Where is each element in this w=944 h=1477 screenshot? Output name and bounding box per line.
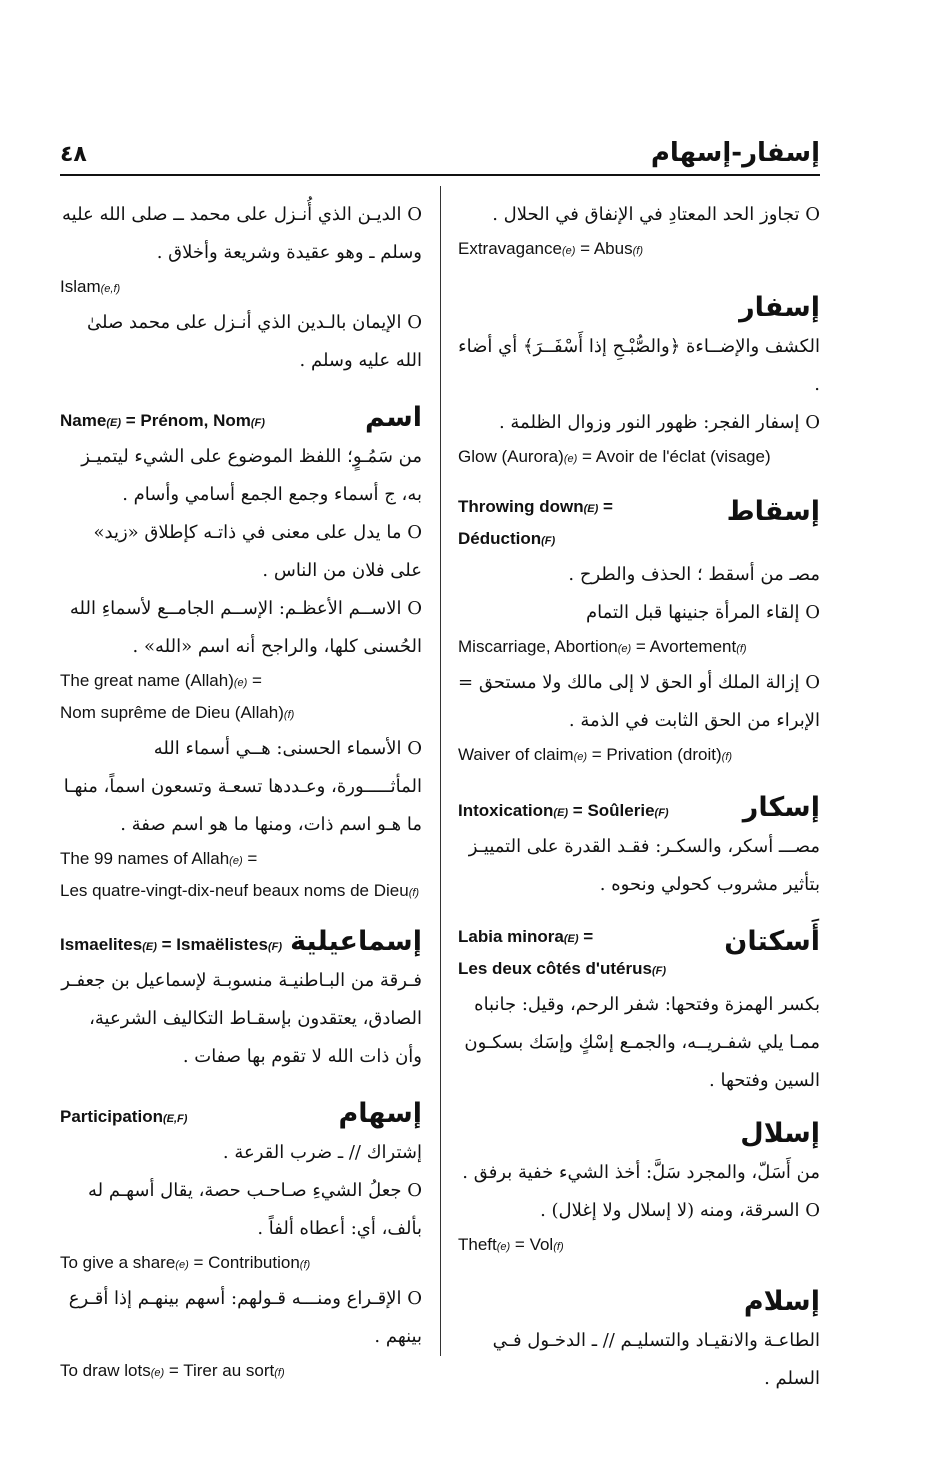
headword-islal: إسلال xyxy=(740,1118,820,1149)
definition: O تجاوز الحد المعتادِ في الإنفاق في الحلال . xyxy=(492,204,820,225)
column-divider xyxy=(440,186,441,1356)
translation: To give a share(e) = Contribution(f) xyxy=(60,1253,311,1272)
entry-header-isqat xyxy=(458,492,820,556)
headword-iskatan: أَسكتان xyxy=(724,926,820,957)
definition: O السرقة، ومنه (لا إسلال ولا إغلال) . xyxy=(540,1200,820,1221)
equivalent: Participation(E,F) xyxy=(60,1107,188,1126)
definition: من أَسَلّ، والمجرد سَلَّ: أخذ الشيء خفية برفق . xyxy=(462,1162,820,1183)
definition: O جعلُ الشيءِ صـاحـب حصة، يقال أسهـم له بألف، أي: أعطاه ألفاً . xyxy=(87,1180,422,1239)
equivalent: Labia minora(E) = Les deux côtés d'utérus(F) xyxy=(458,927,666,978)
entry-header-isfar xyxy=(458,288,820,328)
translation: Glow (Aurora)(e) = Avoir de l'éclat (visage) xyxy=(458,447,771,466)
translation: Theft(e) = Vol(f) xyxy=(458,1235,564,1254)
equivalent: Intoxication(E) = Soûlerie(F) xyxy=(458,801,669,820)
definition: O الإيمان بالـدين الذي أنـزل على محمد صلىٰ الله عليه وسلم . xyxy=(87,312,422,371)
page-number: ٤٨ xyxy=(60,142,87,167)
equivalent: Throwing down(E) = Déduction(F) xyxy=(458,497,613,548)
definition: O الديـن الذي أُنـزل على محمد ــ صلى الله عليه وسلم ـ وهو عقيدة وشريعة وأخلاق . xyxy=(62,204,422,263)
definition: فـرقة من البـاطنيـة منسوبـة لإسماعيل بن جعفـر الصادق، يعتقدون بإسقـاط التكاليف الشرعية، وأن ذات الله لا تقوم بها صفات . xyxy=(61,970,422,1067)
definition: مصـــ أسكر، والسكـر: فقـد القدرة على التمييـز بتأثير مشروب كحولي ونحوه . xyxy=(468,836,820,895)
translation: Nom suprême de Dieu (Allah)(f) xyxy=(60,703,295,722)
definition: O إزالة الملك أو الحق لا إلى مالك ولا مستحق = الإبراء من الحق الثابت في الذمة . xyxy=(458,672,820,731)
page-header xyxy=(60,138,820,176)
headword-islam: إسلام xyxy=(743,1286,820,1317)
definition: من سَمُـوٍ؛ اللفظ الموضوع على الشيء ليتميـز به، ج أسماء وجمع الجمع أسامي وأسام . xyxy=(81,446,422,505)
definition: O الاســم الأعظـم: الإســم الجامــع لأسماءِ الله الحُسنى كلها، والراجح أنه اسم «الله» . xyxy=(69,598,422,657)
translation: The great name (Allah)(e) = xyxy=(60,671,262,690)
translation: Miscarriage, Abortion(e) = Avortement(f) xyxy=(458,637,747,656)
translation: To draw lots(e) = Tirer au sort(f) xyxy=(60,1361,285,1380)
definition: مصـ من أسقط ؛ الحذف والطرح . xyxy=(568,564,820,585)
headword-ism: اسم xyxy=(365,402,422,433)
entry-header-ism xyxy=(60,398,422,438)
equivalent: Ismaelites(E) = Ismaëlistes(F) xyxy=(60,935,283,954)
headword-isqat: إسقاط xyxy=(726,496,820,527)
definition: O الإقـراع ومنـــه قـولهم: أسهم بينهـم إذا أقـرع بينهم . xyxy=(68,1288,422,1347)
definition: O ما يدل على معنى في ذاتـه كإطلاق «زيد» على فلان من الناس . xyxy=(93,522,422,581)
headword-ismailiyya: إسماعيلية xyxy=(290,926,422,957)
definition: O الأسماء الحسنى: هــي أسماء الله المأثـــــورة، وعـددها تسعـة وتسعون اسماً، منهـا ما هـو اسم ذات، ومنها ما هو اسم صفة . xyxy=(63,738,422,835)
equivalent: Name(E) = Prénom, Nom(F) xyxy=(60,411,265,430)
headword-iskar: إسكار xyxy=(742,792,820,823)
definition: الطاعـة والانقيـاد والتسليـم // ـ الدخـول فـي السلم . xyxy=(492,1330,820,1389)
right-column xyxy=(458,196,820,1398)
entry-header-iskar xyxy=(458,788,820,828)
entry-header-islam xyxy=(458,1282,820,1322)
entry-header-iskatan xyxy=(458,922,820,986)
left-column xyxy=(60,196,422,1388)
entry-header-ishaam xyxy=(60,1094,422,1134)
definition: O إسفار الفجر: ظهور النور وزوال الظلمة . xyxy=(498,412,820,433)
definition: بكسر الهمزة وفتحها: شفر الرحم، وقيل: جانباه ممـا يلي شفـريــه، والجمـع إسْكٍ وإسَك بسكـون السين وفتحها . xyxy=(464,994,820,1091)
entry-header-islal xyxy=(458,1114,820,1154)
headword-isfar: إسفار xyxy=(739,292,820,323)
running-head: إسفار-إسهام xyxy=(650,138,820,168)
translation: The 99 names of Allah(e) = xyxy=(60,849,258,868)
translation: Islam(e,f) xyxy=(60,277,121,296)
definition: O إلقاء المرأة جنينها قبل التمام xyxy=(586,602,820,623)
headword-ishaam: إسهام xyxy=(338,1098,422,1129)
definition: الكشف والإضــاءة ﴿والصُّبْـحِ إذا أَسْفَــرَ﴾ أي أضاء . xyxy=(458,336,820,395)
translation: Les quatre-vingt-dix-neuf beaux noms de Dieu(f) xyxy=(60,881,420,900)
entry-header-ismailiyya xyxy=(60,922,422,962)
definition: إشتراك // ـ ضرب القرعة . xyxy=(222,1142,422,1163)
translation: Extravagance(e) = Abus(f) xyxy=(458,239,643,258)
translation: Waiver of claim(e) = Privation (droit)(f) xyxy=(458,745,733,764)
